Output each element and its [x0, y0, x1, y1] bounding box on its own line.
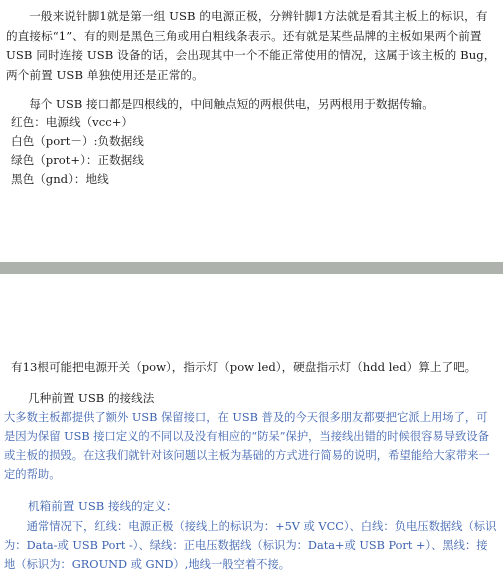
document-page-2 — [0, 274, 503, 582]
wire-red-line: 红色：电源线（vcc+） — [11, 115, 134, 129]
wire-color-list — [11, 113, 144, 189]
usb-wires-intro-paragraph: 每个 USB 接口都是四根线的，中间触点短的两根供电，另两根用于数据传输。 — [29, 97, 434, 111]
document-page-1 — [0, 0, 503, 260]
intro-paragraph: 大多数主板都提供了额外 USB 保留接口，在 USB 普及的今天很多朋友都要把它派上用场了，可是因为保留 USB 接口定义的不同以及没有相应的“防呆”保护，当接线出错的时候很容易导致设备或主板的损毁。在这我们就针对该问题以主板为基础的方式进行简易的说明，希望能给大家带来一定的帮助。 — [4, 411, 490, 481]
definition-paragraph: 通常情况下，红线：电源正极（接线上的标识为：+5V 或 VCC）、白线：负电压数据线（标识为：Data-或 USB Port -）、绿线：正电压数据线（标识为：Data+或 USB Port +）、黑线：接地（标识为：GROUND 或 GND）,地线一般空着不接。 — [4, 520, 497, 571]
wire-white-line: 白色（port－）:负数据线 — [11, 134, 144, 148]
pin-count-line: 有13根可能把电源开关（pow），指示灯（pow led），硬盘指示灯（hdd led）算上了吧。 — [11, 360, 477, 374]
definition-heading: 机箱前置 USB 接线的定义： — [28, 499, 178, 513]
pin-identification-paragraph: 一般来说针脚1就是第一组 USB 的电源正极，分辨针脚1方法就是看其主板上的标识，有的直接标“1”、有的则是黑色三角或用白粗线条表示。还有就是某些品牌的主板如果两个前置 USB 同时连接 USB 设备的话，会出现其中一个不能正常使用的情况，这属于该主板的 Bug，两个前置 USB 单独使用还是正常的。 — [6, 9, 496, 82]
wire-black-line: 黑色（gnd）：地线 — [11, 172, 109, 186]
wire-green-line: 绿色（prot+）：正数据线 — [11, 153, 144, 167]
wiring-methods-heading: 几种前置 USB 的接线法 — [28, 391, 155, 405]
page-separator — [0, 262, 503, 274]
